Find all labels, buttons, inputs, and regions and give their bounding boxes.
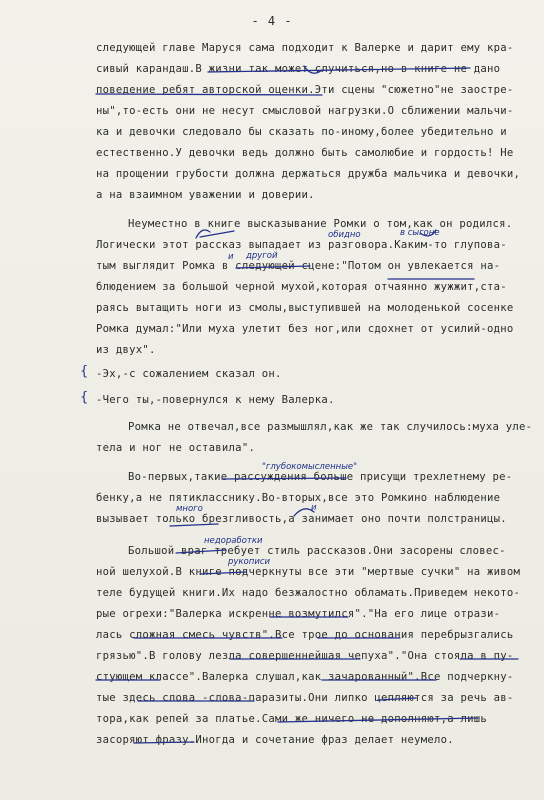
text-line: тела и ног не оставила". <box>96 442 256 454</box>
text-line: тора,как репей за платье.Сами же ничего не дополняют,а лишь <box>96 713 488 725</box>
edit-i2: и <box>311 503 317 513</box>
text-line: грязью".В голову лезла совершеннейшая чепуха"."Она стояла в пу- <box>96 650 514 662</box>
text-line: ка и девочки следовало бы сказать по-иному,более убедительно и <box>96 126 507 138</box>
edit-nedorabotki: недоработки <box>204 536 263 546</box>
text-line: сивый карандаш.В жизни так может случиться,но в книге не дано <box>96 63 501 75</box>
text-line: на прощении грубости должна держаться дружба мальчика и девочки, <box>96 168 521 180</box>
text-line: ны",то-есть они не несут смысловой нагрузки.О сближении мальчи- <box>96 105 514 117</box>
text-line: Во-первых,такие рассуждения больше присущи трехлетнему ре- <box>128 471 513 483</box>
text-line: а на взаимном уважении и доверии. <box>96 189 315 201</box>
text-line: тые здесь слова -слова-паразиты.Они липко цепляются за речь ав- <box>96 692 514 704</box>
text-line: лась сложная смесь чувств".Все трое до основания перебрызгались <box>96 629 514 641</box>
text-line: тым выглядит Ромка в следующей сцене:"Потом он увлекается на- <box>96 260 501 272</box>
text-line: Большой враг требует стиль рассказов.Они засорены словес- <box>128 545 506 557</box>
text-line: блюдением за большой черной мухой,которая отчаянно жужжит,ста- <box>96 281 507 293</box>
strikethrough-line <box>200 231 234 237</box>
text-line: ной шелухой.В книге подчеркнуты все эти "мертвые сучки" на живом <box>96 566 521 578</box>
text-line: следующей главе Маруся сама подходит к Валерке и дарит ему кра- <box>96 42 514 54</box>
text-line: стующем классе".Валерка слушал,как зачарованный".Все подчеркну- <box>96 671 514 683</box>
text-line: Ромка не отвечал,все размышлял,как же так случилось:муха уле- <box>128 421 533 433</box>
edit-glubokomyslennye: "глубокомысленные" <box>262 462 358 472</box>
text-line: раясь вытащить ноги из смолы,выступившей на молоденькой сосенке <box>96 302 514 314</box>
text-line: вызывает только брезгливость,а занимает оно почти полстраницы. <box>96 513 507 525</box>
text-line: поведение ребят авторской оценки.Эти сцены "сюжетно"не заостре- <box>96 84 514 96</box>
text-line: -Эх,-с сожалением сказал он. <box>96 368 282 380</box>
text-line: естественно.У девочки ведь должно быть самолюбие и гордость! Не <box>96 147 514 159</box>
edit-obidno: обидно <box>328 230 361 240</box>
text-line: засоряют фразу.Иногда и сочетание фраз делает неумело. <box>96 734 454 746</box>
edit-drugoi: другой <box>246 251 278 261</box>
text-line: теле будущей книги.Их надо безжалостно обламать.Приведем некото- <box>96 587 521 599</box>
edit-i: и <box>228 252 234 262</box>
text-line: Неуместно в книге высказывание Ромки о том,как он родился. <box>128 218 513 230</box>
margin-bracket-mark: { <box>80 364 89 379</box>
text-line: Логически этот рассказ выпадает из разговора.Каким-то глупова- <box>96 239 507 251</box>
text-line: Ромка думал:"Или муха улетит без ног,или сдохнет от усилий-одно <box>96 323 514 335</box>
insertion-arc <box>196 230 210 238</box>
text-line: рые огрехи:"Валерка искренне возмутился"."На его лице отрази- <box>96 608 501 620</box>
edit-mnogo: много <box>176 504 203 514</box>
page-number: - 4 - <box>251 14 293 28</box>
margin-bracket-mark: { <box>80 390 89 405</box>
text-line: из двух". <box>96 344 156 356</box>
text-line: -Чего ты,-повернулся к нему Валерка. <box>96 394 335 406</box>
text-line: бенку,а не пятикласснику.Во-вторых,все это Ромкино наблюдение <box>96 492 501 504</box>
edit-v-sygone: в сыгоне <box>400 228 440 238</box>
edit-rukopisi: рукописи <box>228 557 271 567</box>
